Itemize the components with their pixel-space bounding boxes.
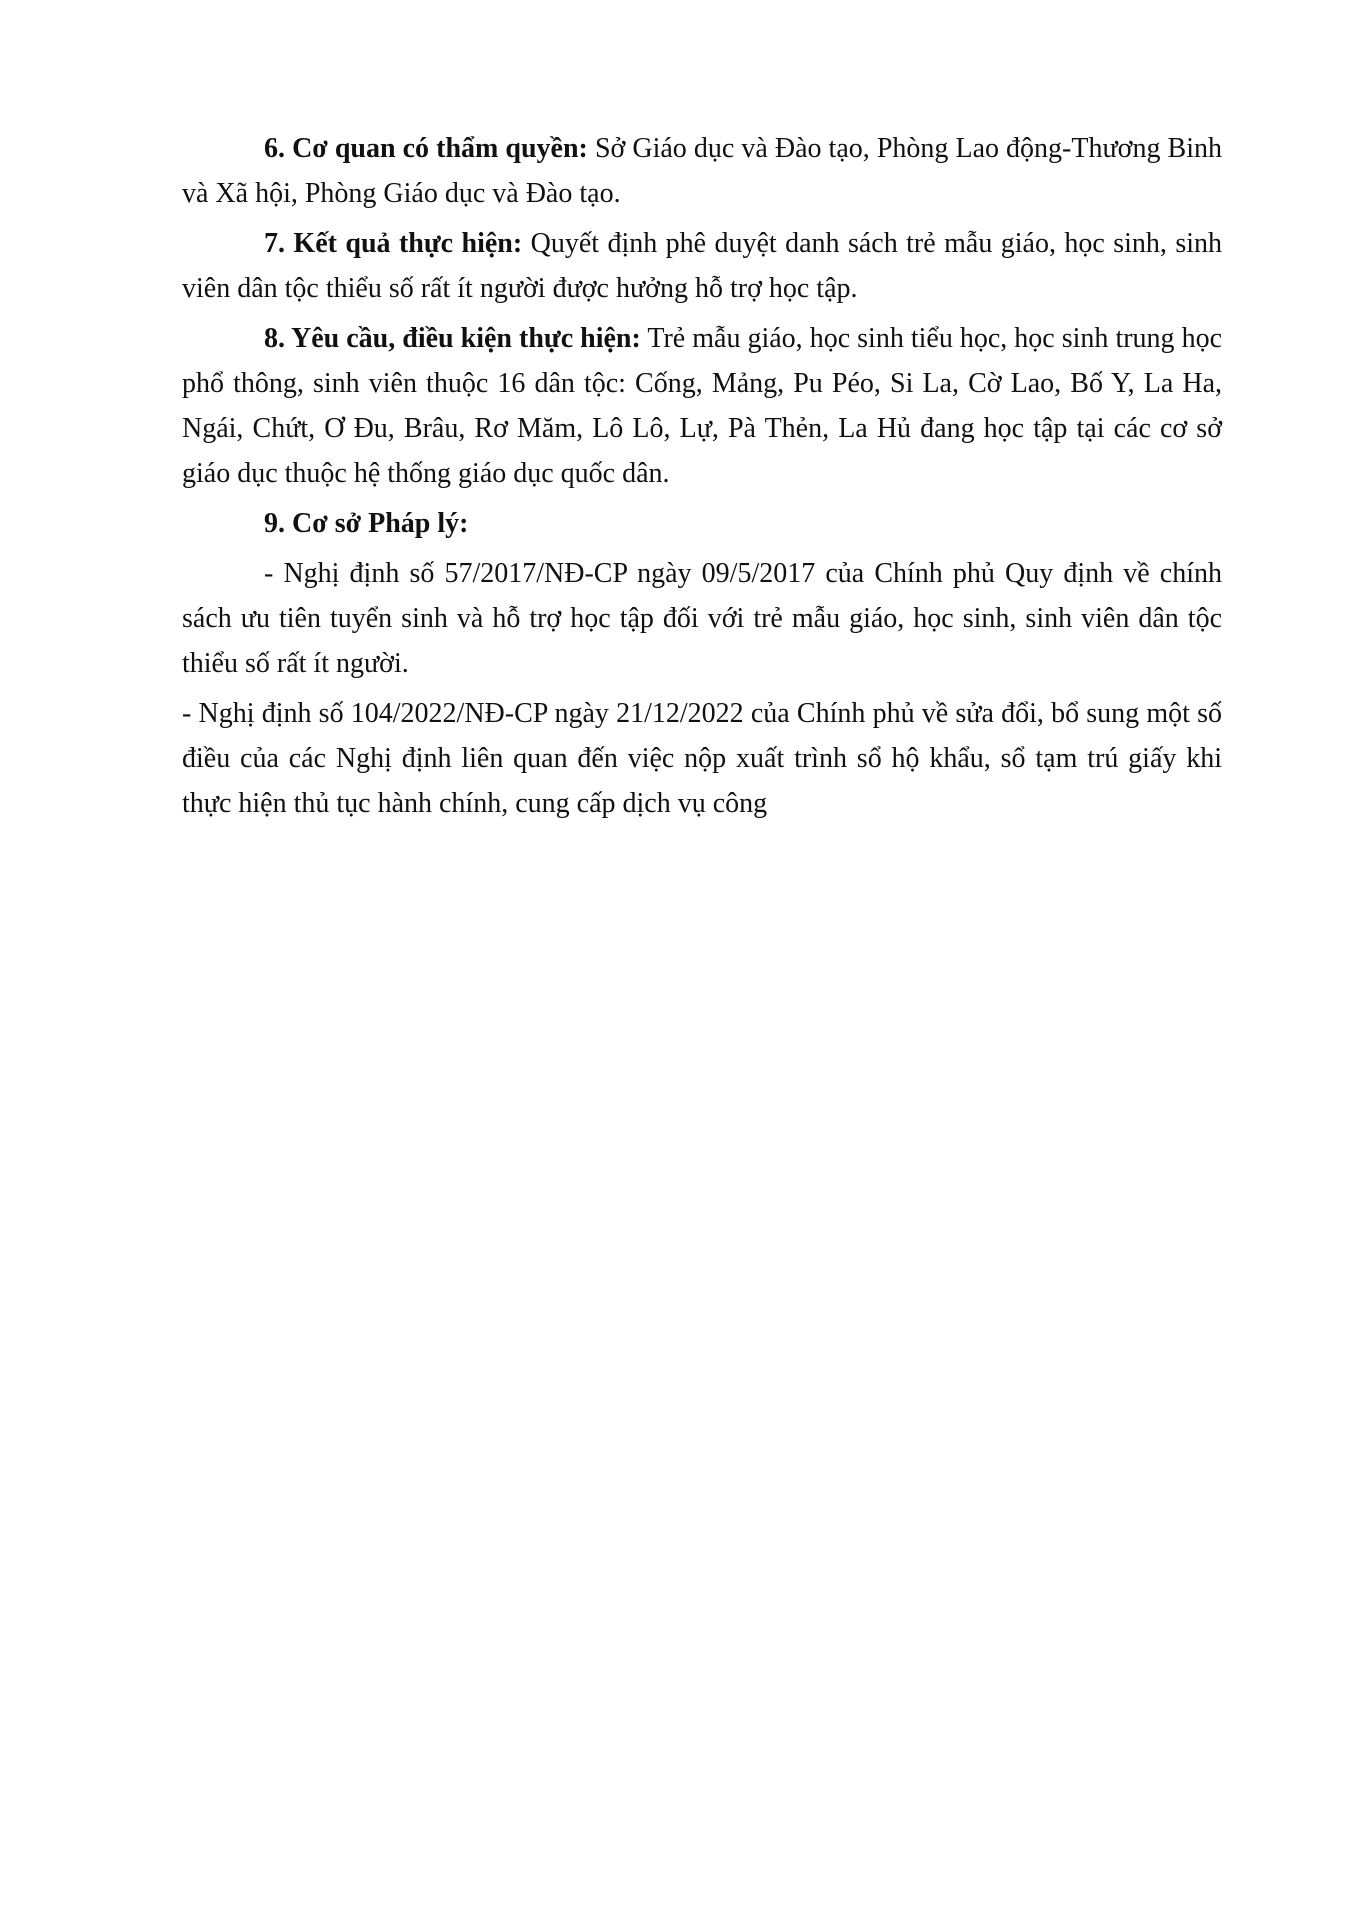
section-heading: 8. Yêu cầu, điều kiện thực hiện: [264, 323, 641, 354]
section-text: Quyết định phê duyệt danh sách trẻ mẫu giáo, học sinh, sinh viên dân tộc thiểu số rất ít người được hưởng hỗ trợ học tập. [182, 228, 1222, 304]
legal-basis-item: - Nghị định số 104/2022/NĐ-CP ngày 21/12/2022 của Chính phủ về sửa đổi, bổ sung một số điều của các Nghị định liên quan đến việc nộp xuất trình sổ hộ khẩu, sổ tạm trú giấy khi thực hiện thủ tục hành chính, cung cấp dịch vụ công [182, 698, 1222, 819]
section-heading: 9. Cơ sở Pháp lý: [264, 508, 469, 539]
section-heading: 6. Cơ quan có thẩm quyền: [264, 133, 588, 164]
document-page [182, 126, 1222, 831]
section-legal-basis-heading [182, 501, 1222, 546]
section-text: Sở Giáo dục và Đào tạo, Phòng Lao động-Thương Binh và Xã hội, Phòng Giáo dục và Đào tạo. [182, 133, 1222, 209]
section-heading: 7. Kết quả thực hiện: [264, 228, 523, 259]
section-text: Trẻ mẫu giáo, học sinh tiểu học, học sinh trung học phổ thông, sinh viên thuộc 16 dân tộc: Cống, Mảng, Pu Péo, Si La, Cờ Lao, Bố Y, La Ha, Ngái, Chứt, Ơ Đu, Brâu, Rơ Măm, Lô Lô, Lự, Pà Thẻn, La Hủ đang học tập tại các cơ sở giáo dục thuộc hệ thống giáo dục quốc dân. [182, 323, 1223, 489]
section-result [182, 221, 1222, 311]
legal-basis-item: - Nghị định số 57/2017/NĐ-CP ngày 09/5/2017 của Chính phủ Quy định về chính sách ưu tiên tuyển sinh và hỗ trợ học tập đối với trẻ mẫu giáo, học sinh, sinh viên dân tộc thiểu số rất ít người. [182, 558, 1222, 679]
section-requirements [182, 316, 1222, 496]
section-competent-authority [182, 126, 1222, 216]
